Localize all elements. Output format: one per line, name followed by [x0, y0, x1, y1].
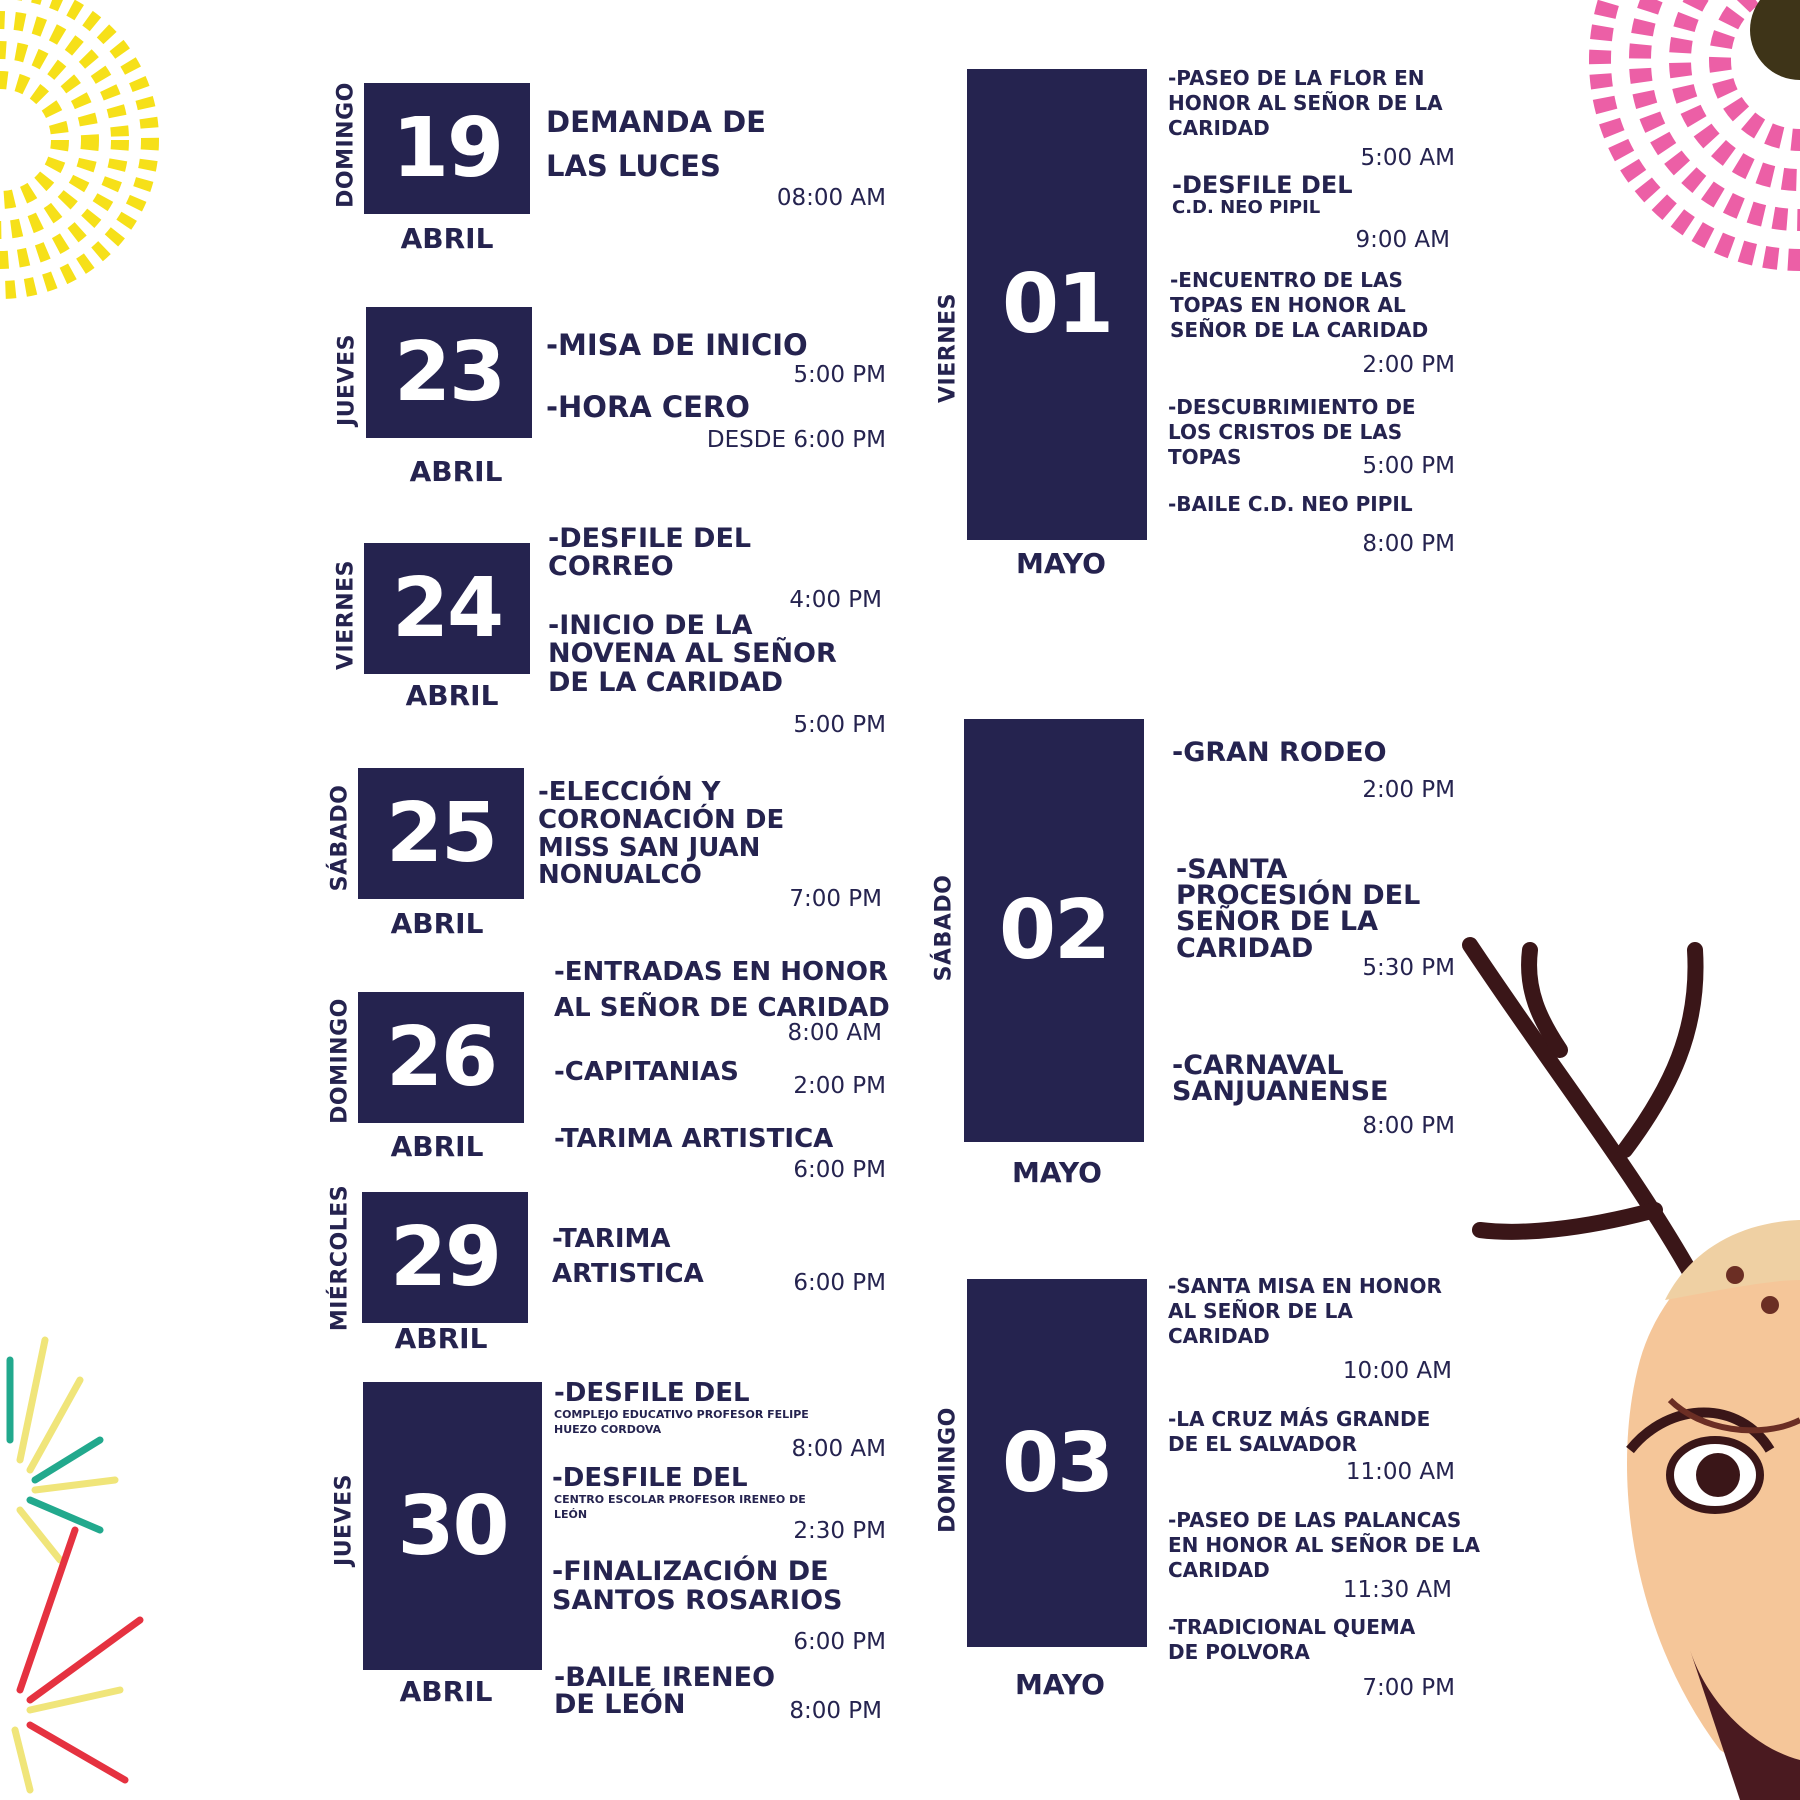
event-time: 11:30 AM: [1342, 1577, 1452, 1603]
month-26: ABRIL: [390, 1130, 484, 1163]
event-title: -HORA CERO: [546, 390, 750, 424]
deer-mask-decoration: [1440, 930, 1800, 1800]
weekday-03: DOMINGO: [935, 1407, 961, 1533]
month-25: ABRIL: [390, 907, 484, 940]
date-box-23: 23: [366, 307, 532, 438]
date-box-29: 29: [362, 1192, 528, 1323]
month-19: ABRIL: [400, 222, 494, 255]
event-title: -ENTRADAS EN HONOR AL SEÑOR DE CARIDAD: [554, 957, 890, 1023]
pink-flower-decoration: [1560, 0, 1800, 300]
event-time: 8:00 PM: [1362, 1113, 1455, 1139]
event-title: -FINALIZACIÓN DE SANTOS ROSARIOS: [552, 1556, 843, 1616]
event-time: 7:00 PM: [1362, 1675, 1455, 1701]
event-time: 6:00 PM: [793, 1157, 886, 1183]
weekday-26: DOMINGO: [327, 998, 353, 1124]
month-23: ABRIL: [409, 455, 503, 488]
weekday-30: JUEVES: [331, 1474, 357, 1566]
date-box-19: 19: [364, 83, 530, 214]
event-title: -BAILE C.D. NEO PIPIL: [1168, 492, 1413, 516]
event-title: -MISA DE INICIO: [546, 328, 808, 362]
date-box-03: 03: [967, 1279, 1147, 1647]
event-title: -DESFILE DEL: [552, 1463, 748, 1493]
event-title: -SANTA MISA EN HONOR AL SEÑOR DE LA CARIDAD: [1168, 1274, 1442, 1348]
event-subtitle: C.D. NEO PIPIL: [1172, 197, 1321, 218]
event-time: 2:00 PM: [793, 1073, 886, 1099]
weekday-25: SÁBADO: [327, 784, 353, 892]
event-time: DESDE 6:00 PM: [706, 427, 886, 453]
event-time: 8:00 PM: [789, 1698, 882, 1724]
event-time: 08:00 AM: [776, 185, 886, 211]
event-time: 4:00 PM: [789, 587, 882, 613]
event-title: -TRADICIONAL QUEMA DE POLVORA: [1168, 1615, 1416, 1664]
event-time: 8:00 PM: [1362, 531, 1455, 557]
date-box-30: 30: [363, 1382, 542, 1670]
fireworks-decoration: [0, 1330, 150, 1800]
event-title: -ELECCIÓN Y CORONACIÓN DE MISS SAN JUAN NONUALCO: [538, 777, 785, 891]
weekday-02: SÁBADO: [931, 874, 957, 982]
event-time: 7:00 PM: [789, 886, 882, 912]
date-box-24: 24: [364, 543, 530, 674]
event-time: 5:00 PM: [793, 362, 886, 388]
event-time: 5:30 PM: [1362, 955, 1455, 981]
event-title: DEMANDA DE LAS LUCES: [546, 105, 766, 183]
event-time: 6:00 PM: [793, 1629, 886, 1655]
event-time: 8:00 AM: [787, 1020, 882, 1046]
event-time: 6:00 PM: [793, 1270, 886, 1296]
weekday-23: JUEVES: [334, 334, 360, 426]
event-title: -INICIO DE LA NOVENA AL SEÑOR DE LA CARIDAD: [548, 610, 837, 698]
event-title: -PASEO DE LAS PALANCAS EN HONOR AL SEÑOR DE LA CARIDAD: [1168, 1508, 1481, 1582]
event-title: -CAPITANIAS: [554, 1057, 739, 1087]
event-title: -DESFILE DEL: [1172, 171, 1353, 199]
month-24: ABRIL: [405, 679, 499, 712]
month-01: MAYO: [1016, 547, 1106, 580]
month-30: ABRIL: [399, 1675, 493, 1708]
weekday-24: VIERNES: [333, 560, 359, 670]
date-box-26: 26: [358, 992, 524, 1123]
event-time: 10:00 AM: [1342, 1358, 1452, 1384]
event-time: 2:30 PM: [793, 1518, 886, 1544]
event-time: 8:00 AM: [791, 1436, 886, 1462]
event-title: -DESCUBRIMIENTO DE LOS CRISTOS DE LAS TOPAS: [1168, 395, 1416, 469]
event-time: 2:00 PM: [1362, 352, 1455, 378]
event-time: 5:00 PM: [1362, 453, 1455, 479]
event-title: -DESFILE DEL CORREO: [548, 523, 752, 582]
event-title: -LA CRUZ MÁS GRANDE DE EL SALVADOR: [1168, 1407, 1431, 1456]
event-time: 5:00 AM: [1360, 145, 1455, 171]
event-title: -SANTA PROCESIÓN DEL SEÑOR DE LA CARIDAD: [1176, 854, 1421, 964]
event-title: -GRAN RODEO: [1172, 737, 1387, 768]
event-title: -TARIMA ARTISTICA: [552, 1224, 704, 1290]
event-time: 9:00 AM: [1355, 227, 1450, 253]
event-title: -CARNAVAL SANJUANENSE: [1172, 1050, 1389, 1108]
event-time: 5:00 PM: [793, 712, 886, 738]
event-title: -TARIMA ARTISTICA: [554, 1124, 834, 1154]
month-02: MAYO: [1012, 1156, 1102, 1189]
weekday-01: VIERNES: [935, 293, 961, 403]
date-box-01: 01: [967, 69, 1147, 540]
yellow-flower-decoration: [0, 0, 160, 310]
date-box-25: 25: [358, 768, 524, 899]
weekday-19: DOMINGO: [333, 82, 359, 208]
event-title: -BAILE IRENEO DE LEÓN: [554, 1662, 776, 1720]
month-29: ABRIL: [394, 1322, 488, 1355]
event-title: -PASEO DE LA FLOR EN HONOR AL SEÑOR DE LA CARIDAD: [1168, 66, 1443, 140]
event-subtitle: CENTRO ESCOLAR PROFESOR IRENEO DE LEÓN: [554, 1493, 806, 1521]
date-box-02: 02: [964, 719, 1144, 1142]
event-title: -DESFILE DEL: [554, 1378, 750, 1408]
event-time: 2:00 PM: [1362, 777, 1455, 803]
weekday-29: MIÉRCOLES: [327, 1184, 353, 1332]
event-title: -ENCUENTRO DE LAS TOPAS EN HONOR AL SEÑOR DE LA CARIDAD: [1170, 268, 1429, 342]
event-time: 11:00 AM: [1345, 1459, 1455, 1485]
month-03: MAYO: [1015, 1668, 1105, 1701]
event-subtitle: COMPLEJO EDUCATIVO PROFESOR FELIPE HUEZO CORDOVA: [554, 1408, 809, 1436]
